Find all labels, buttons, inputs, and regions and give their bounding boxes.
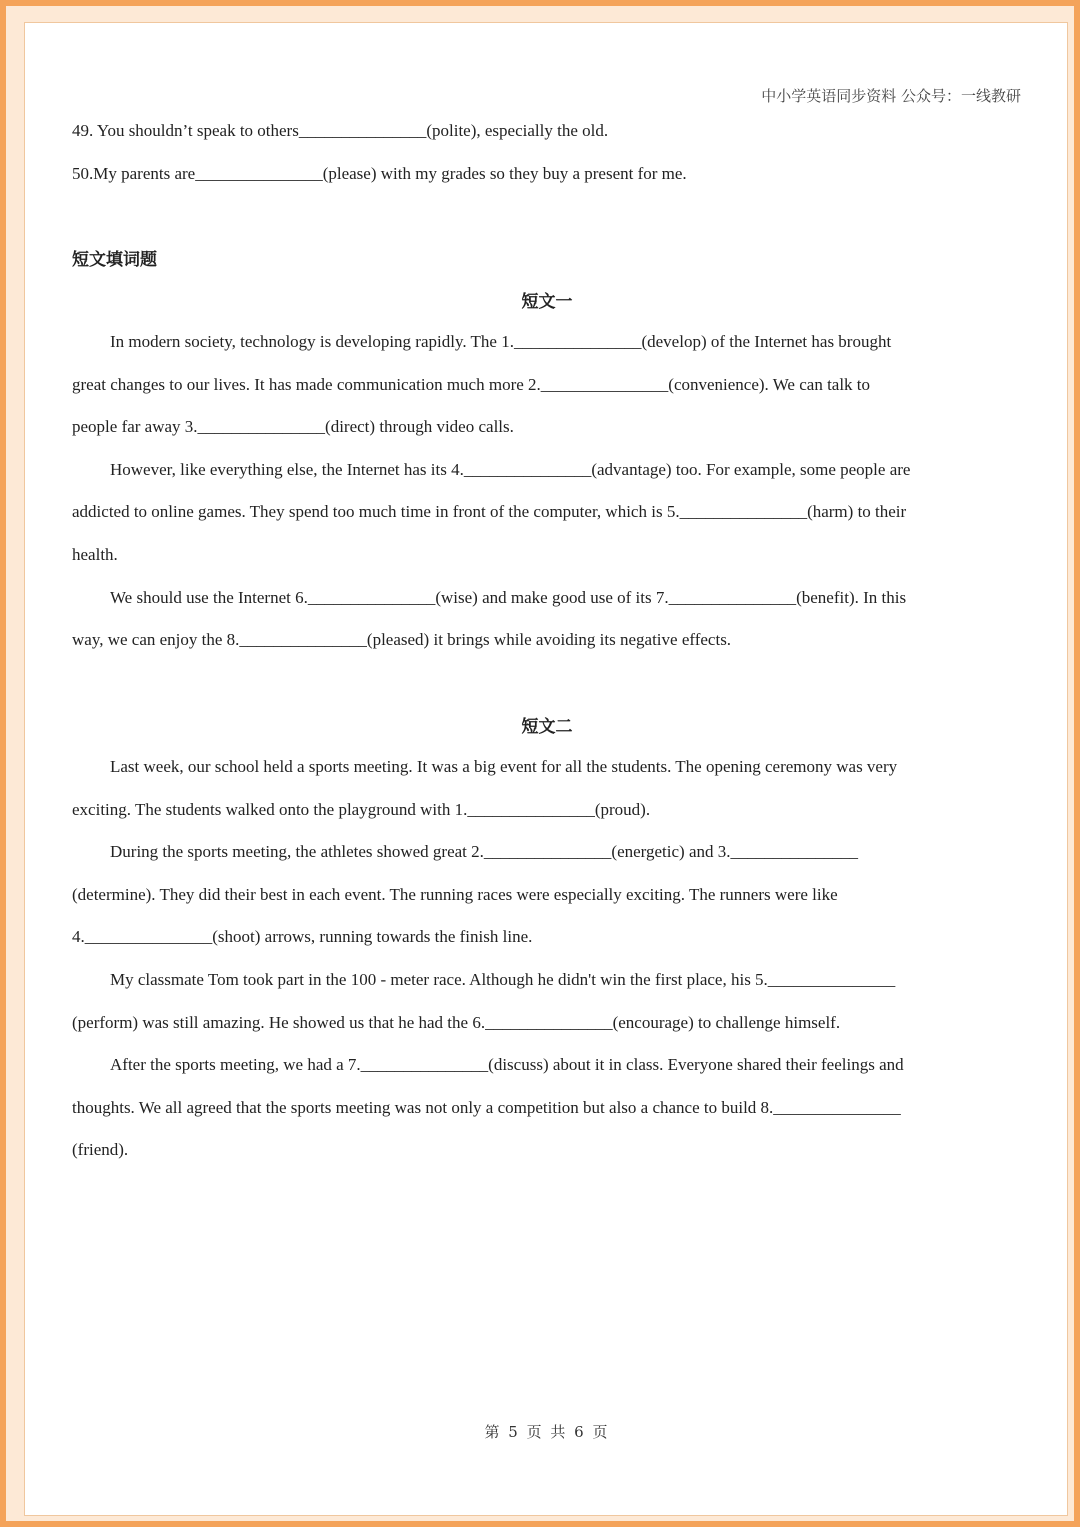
section-title: 短文填词题 bbox=[72, 250, 157, 270]
document-page bbox=[24, 22, 1068, 1516]
passage-1-line: people far away 3._______________(direct) through video calls. bbox=[72, 417, 514, 437]
question-50: 50.My parents are_______________(please) with my grades so they buy a present for me. bbox=[72, 163, 687, 183]
passage-2-line: During the sports meeting, the athletes showed great 2._______________(energetic) and 3._______________ bbox=[110, 842, 859, 862]
passage-2-line: (determine). They did their best in each event. The running races were especially exciting. The runners were like bbox=[72, 884, 838, 904]
passage-2-line: Last week, our school held a sports meeting. It was a big event for all the students. The opening ceremony was very bbox=[110, 757, 898, 776]
passage-2-line: My classmate Tom took part in the 100 - meter race. Although he didn't win the first place, his 5._______________ bbox=[110, 969, 896, 989]
page-number-footer: 第 5 页 共 6 页 bbox=[484, 1423, 610, 1441]
questions-block bbox=[72, 110, 1022, 195]
passage-2-line: 4._______________(shoot) arrows, running towards the finish line. bbox=[72, 927, 533, 947]
passage-1-line: health. bbox=[72, 544, 118, 564]
passage-1-line: We should use the Internet 6._______________(wise) and make good use of its 7._______________(benefit). In this bbox=[110, 587, 907, 607]
page-header: 中小学英语同步资料 公众号：一线教研 bbox=[761, 87, 1021, 105]
passage-1-line: However, like everything else, the Internet has its 4._______________(advantage) too. For example, some people are bbox=[110, 459, 911, 479]
passage-2-line: (perform) was still amazing. He showed us that he had the 6._______________(encourage) to challenge himself. bbox=[72, 1012, 841, 1032]
passage-1-line: addicted to online games. They spend too much time in front of the computer, which is 5._______________(harm) to their bbox=[72, 502, 907, 522]
question-49: 49. You shouldn’t speak to others_______________(polite), especially the old. bbox=[72, 121, 609, 140]
passage-1 bbox=[72, 321, 1022, 662]
passage-1-line: great changes to our lives. It has made communication much more 2._______________(convenience). We can talk to bbox=[72, 374, 871, 394]
passage-2-line: After the sports meeting, we had a 7._______________(discuss) about it in class. Everyone shared their feelings and bbox=[110, 1055, 904, 1075]
passage-2-line: (friend). bbox=[72, 1140, 129, 1160]
passage-1-title: 短文一 bbox=[521, 292, 573, 312]
passage-1-line: In modern society, technology is developing rapidly. The 1._______________(develop) of the Internet has brought bbox=[110, 332, 892, 351]
passage-1-line: way, we can enjoy the 8._______________(pleased) it brings while avoiding its negative effects. bbox=[72, 630, 732, 650]
passage-2 bbox=[72, 746, 1022, 1172]
passage-2-line: thoughts. We all agreed that the sports meeting was not only a competition but also a chance to build 8._______________ bbox=[72, 1097, 901, 1117]
passage-2-title: 短文二 bbox=[521, 717, 573, 737]
passage-2-line: exciting. The students walked onto the playground with 1._______________(proud). bbox=[72, 799, 651, 819]
